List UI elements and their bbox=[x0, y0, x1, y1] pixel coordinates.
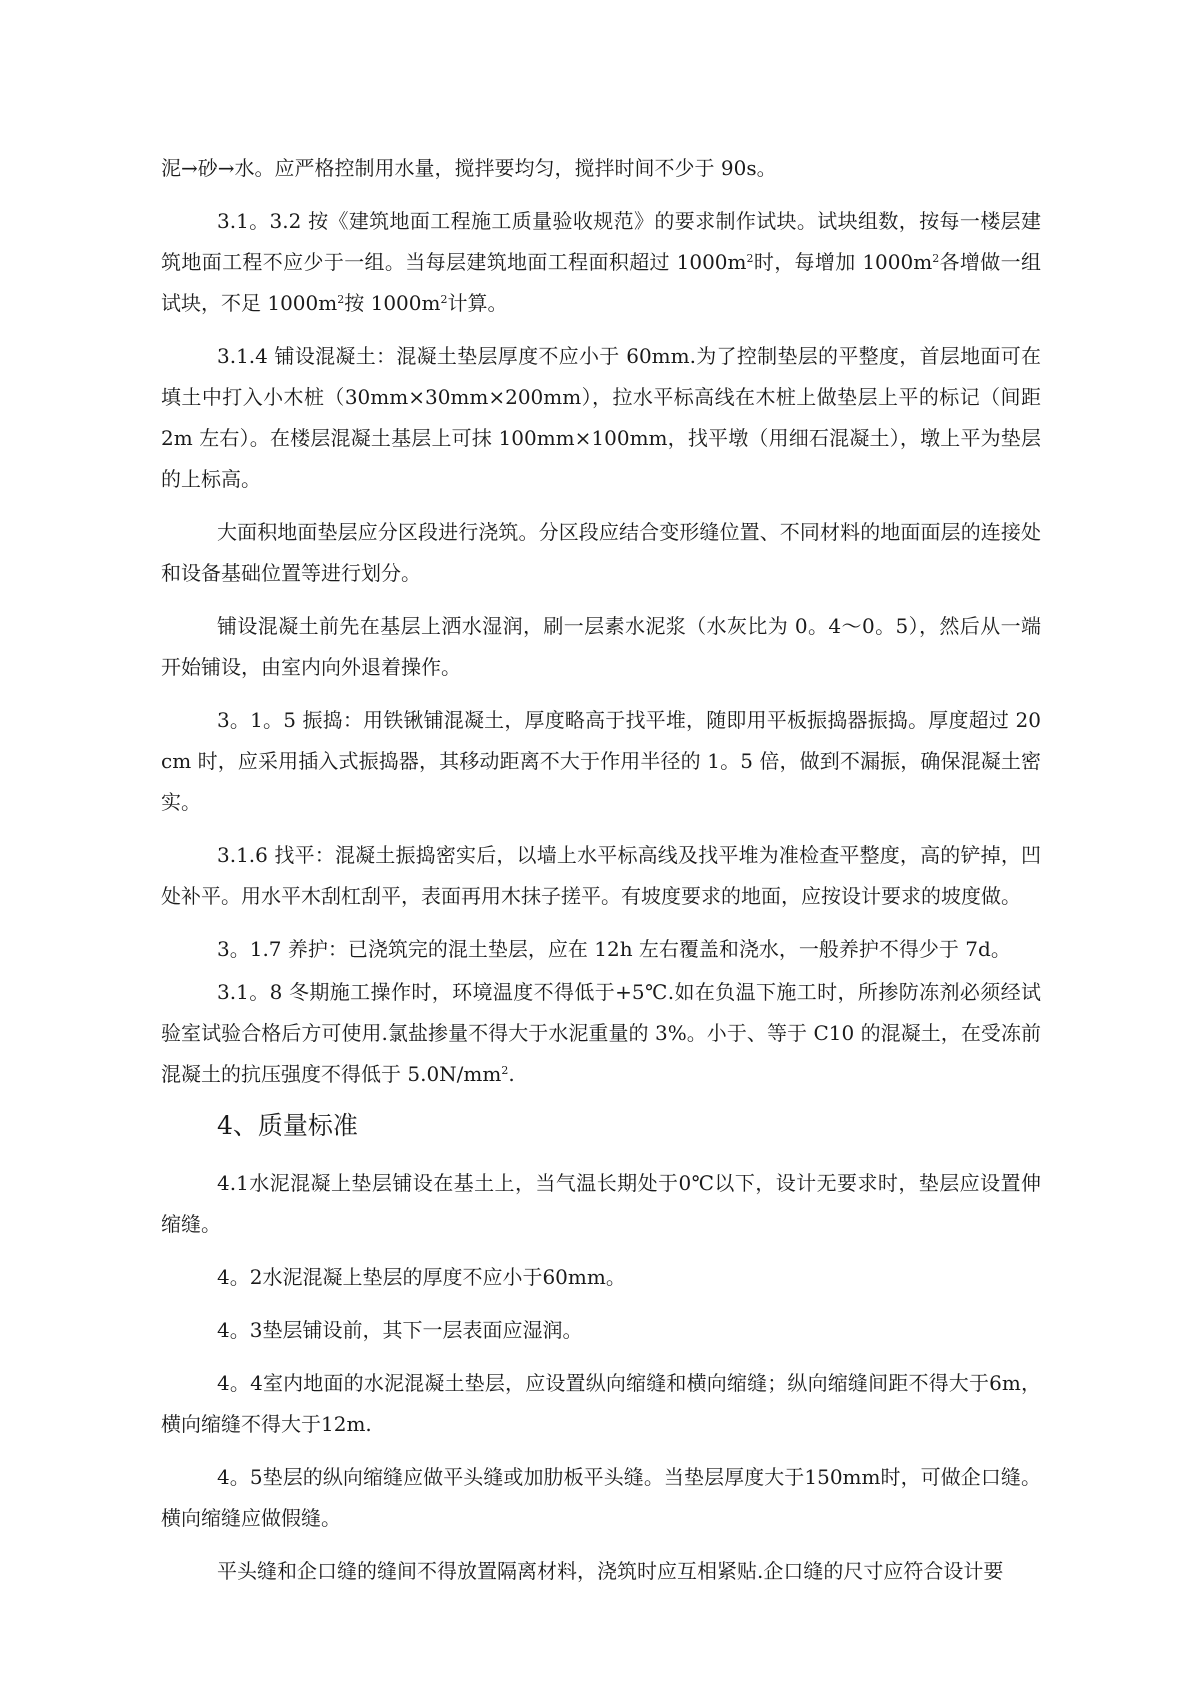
paragraph-mix-order: 泥→砂→水。应严格控制用水量，搅拌要均匀，搅拌时间不少于 90s。 bbox=[161, 156, 777, 180]
paragraph-pre-wetting: 铺设混凝土前先在基层上洒水湿润，刷一层素水泥浆（水灰比为 0。4～0。5），然后从一端开始铺设，由室内向外退着操作。 bbox=[161, 614, 1041, 679]
superscript: 2 bbox=[337, 293, 345, 306]
paragraph-vibrating: 3。1。5 振捣：用铁锹铺混凝土，厚度略高于找平堆，随即用平板振捣器振捣。厚度超过 20cm 时，应采用插入式振捣器，其移动距离不大于作用半径的 1。5 倍，做到不漏振，确保混凝土密实。 bbox=[161, 708, 1041, 814]
paragraph-laying-concrete: 3.1.4 铺设混凝土：混凝土垫层厚度不应小于 60mm.为了控制垫层的平整度，首层地面可在填土中打入小木桩（30mm×30mm×200mm），拉水平标高线在木桩上做垫层上平的标记（间距 2m 左右）。在楼层混凝土基层上可抹 100mm×100mm，找平墩（用细石混凝土），墩上平为垫层的上标高。 bbox=[161, 344, 1041, 491]
superscript: 2 bbox=[746, 252, 754, 265]
text-run: . bbox=[508, 1062, 515, 1086]
superscript: 2 bbox=[440, 293, 448, 306]
text-run: 各增做一组试块，不足 1000m bbox=[161, 250, 1041, 315]
paragraph-quality-4-5: 4。5垫层的纵向缩缝应做平头缝或加肋板平头缝。当垫层厚度大于150mm时，可做企口缝。横向缩缝应做假缝。 bbox=[161, 1465, 1041, 1530]
paragraph-quality-4-4: 4。4室内地面的水泥混凝土垫层，应设置纵向缩缝和横向缩缝；纵向缩缝间距不得大于6m，横向缩缝不得大于12m. bbox=[161, 1371, 1041, 1436]
paragraph-winter-construction bbox=[161, 972, 1041, 1095]
text-run: 计算。 bbox=[447, 291, 508, 315]
paragraph-quality-4-2: 4。2水泥混凝上垫层的厚度不应小于60mm。 bbox=[217, 1265, 626, 1289]
paragraph-quality-4-3: 4。3垫层铺设前，其下一层表面应湿润。 bbox=[217, 1318, 583, 1342]
document-body bbox=[161, 148, 1041, 1592]
paragraph-test-blocks bbox=[161, 201, 1041, 324]
text-run: 3.1。8 冬期施工操作时，环境温度不得低于+5℃.如在负温下施工时，所掺防冻剂必须经试验室试验合格后方可使用.氯盐掺量不得大于水泥重量的 3%。小于、等于 C10 的混凝土，在受冻前混凝土的抗压强度不得低于 5.0N/mm bbox=[161, 980, 1041, 1086]
text-run: 时，每增加 1000m bbox=[753, 250, 933, 274]
superscript: 2 bbox=[932, 252, 940, 265]
superscript: 2 bbox=[501, 1064, 509, 1077]
paragraph-joints: 平头缝和企口缝的缝间不得放置隔离材料，浇筑时应互相紧贴.企口缝的尺寸应符合设计要 bbox=[217, 1559, 1004, 1583]
paragraph-curing: 3。1.7 养护：已浇筑完的混土垫层，应在 12h 左右覆盖和浇水，一般养护不得少于 7d。 bbox=[217, 937, 1011, 961]
paragraph-quality-4-1: 4.1水泥混凝上垫层铺设在基土上，当气温长期处于0℃以下，设计无要求时，垫层应设置伸缩缝。 bbox=[161, 1171, 1041, 1236]
text-run: 3.1。3.2 按《建筑地面工程施工质量验收规范》的要求制作试块。试块组数，按每一楼层建筑地面工程不应少于一组。当每层建筑地面工程面积超过 1000m bbox=[161, 209, 1041, 274]
section-heading-quality-standard: 4、质量标准 bbox=[217, 1111, 358, 1140]
paragraph-large-area: 大面积地面垫层应分区段进行浇筑。分区段应结合变形缝位置、不同材料的地面面层的连接处和设备基础位置等进行划分。 bbox=[161, 520, 1041, 585]
text-run: 按 1000m bbox=[344, 291, 441, 315]
paragraph-leveling: 3.1.6 找平：混凝土振捣密实后，以墙上水平标高线及找平堆为准检查平整度，高的铲掉，凹处补平。用水平木刮杠刮平，表面再用木抹子搓平。有坡度要求的地面，应按设计要求的坡度做。 bbox=[161, 843, 1041, 908]
